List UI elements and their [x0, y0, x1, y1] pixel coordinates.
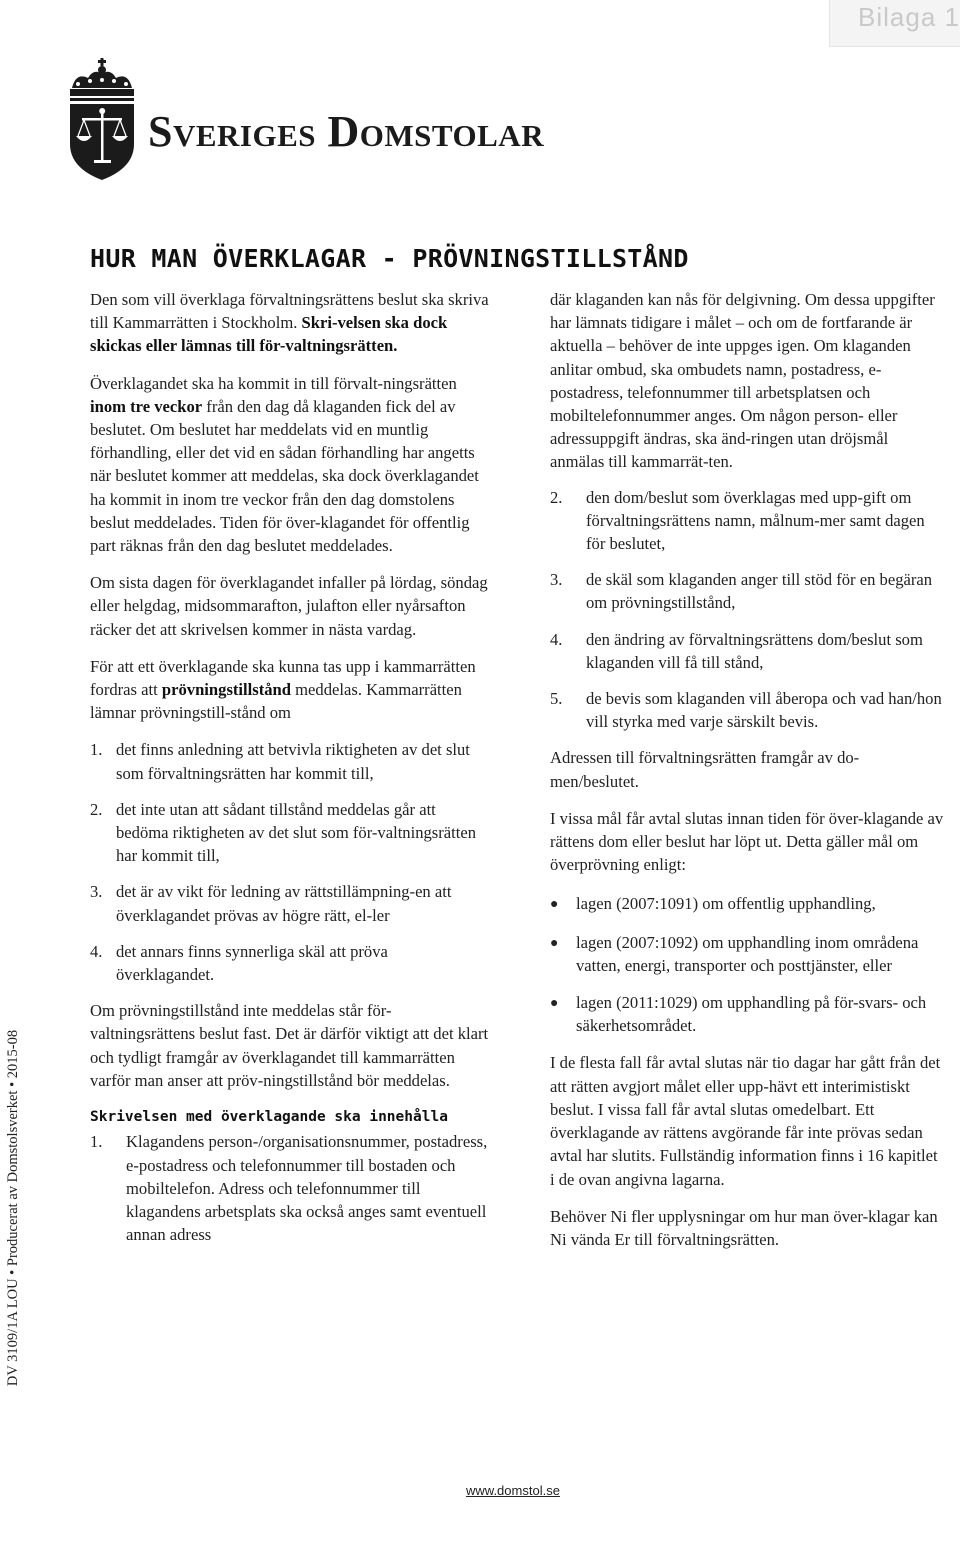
bullet-item: ● lagen (2011:1029) om upphandling på för-svars- och säkerhetsområdet.: [550, 991, 945, 1037]
list-item: 3. de skäl som klaganden anger till stöd för en begäran om prövningstillstånd,: [550, 570, 933, 613]
left-column: [90, 288, 490, 1246]
right-column: [550, 288, 945, 1265]
list-item: 3. det är av vikt för ledning av rättstillämpning-en att överklagandet prövas av högre rätt, el-ler: [90, 882, 452, 925]
section-subheading: Skrivelsen med överklagande ska innehålla: [90, 1109, 448, 1126]
paragraph-more-info: Behöver Ni fler upplysningar om hur man över-klagar kan Ni vända Er till förvaltningsrätten.: [550, 1206, 938, 1249]
logo: [62, 58, 602, 182]
page-title: HUR MAN ÖVERKLAGAR - PRÖVNINGSTILLSTÅND: [90, 244, 689, 273]
paragraph-ten-days: I de flesta fall får avtal slutas när tio dagar har gått från det att rätten avgjort målet eller upp-hävt ett interimistiskt beslut. I vissa fall får avtal slutas omedelbart. Ett överklagande av rättens avgörande får inte prövas sedan avtal har slutits. Fullständig information finns i 16 kapitlet i de ovan angivna lagarna.: [550, 1053, 941, 1189]
list-item: 2. det inte utan att sådant tillstånd meddelas går att bedöma riktigheten av det slut som för-valtningsrätten har kommit till,: [90, 799, 477, 866]
bullet-icon: ●: [550, 996, 559, 1012]
logo-wordmark: Sveriges Domstolar: [148, 107, 545, 156]
website-link[interactable]: www.domstol.se: [466, 1483, 560, 1498]
paragraph-contact-details: där klaganden kan nås för delgivning. Om dessa uppgifter har lämnats tidigare i målet – och om de fortfarande är aktuella – behöver de inte uppges igen. Om klaganden anlitar ombud, ska ombudets namn, postadress, e-postadress, telefonnummer till arbetsplatsen och mobiltelefonnummer anges. Om någon person- eller adressuppgift ändras, ska änd-ringen utan dröjsmål anmälas till kammarrät-ten.: [550, 290, 935, 472]
bullet-icon: ●: [550, 935, 559, 951]
bullet-item: ● lagen (2007:1091) om offentlig upphandling,: [550, 892, 945, 916]
bullet-icon: ●: [550, 897, 559, 913]
list-item: 4. det annars finns synnerliga skäl att pröva överklagandet.: [90, 941, 388, 985]
attachment-tab: [829, 0, 960, 47]
list-item: 5. de bevis som klaganden vill åberopa och vad han/hon vill styrka med varje särskilt bevis.: [550, 689, 942, 732]
paragraph-address: Adressen till förvaltningsrätten framgår av do-men/beslutet.: [550, 748, 860, 791]
paragraph-where-to-send: Den som vill överklaga förvaltningsrättens beslut ska skriva till Kammarrätten i Stockholm. Skri-velsen ska dock skickas eller lämnas till för-valtningsrätten.: [90, 290, 489, 356]
paragraph-deadline: Överklagandet ska ha kommit in till förvalt-ningsrätten inom tre veckor från den dag då klaganden fick del av beslutet. Om beslutet har meddelats vid en muntlig förhandling, eller det vid en sådan förhandling har angetts när beslutet kommer att meddelas, ska dock överklagandet ha kommit in inom tre veckor från den dag domstolens beslut meddelades. Tiden för över-klagandet för offentlig part räknas från den dag beslutet meddelades.: [90, 373, 479, 556]
attachment-label: Bilaga 1: [858, 2, 960, 32]
crown-scales-crest-icon: [62, 58, 142, 182]
list-item: 2. den dom/beslut som överklagas med upp-gift om förvaltningsrättens namn, målnum-mer samt dagen för beslutet,: [550, 487, 925, 554]
paragraph-weekend-rule: Om sista dagen för överklagandet infaller på lördag, söndag eller helgdag, midsommarafton, julafton eller nyårsafton räcker det att skrivelsen kommer in nästa vardag.: [90, 573, 488, 639]
list-item: 1. Klagandens person-/organisationsnummer, postadress, e-postadress och telefonnummer till bostaden och mobiltelefon. Adress och telefonnummer till klagandens arbetsplats ska också anges samt eventuell annan adress: [90, 1132, 488, 1245]
bullet-item: ● lagen (2007:1092) om upphandling inom områdena vatten, energi, transporter och posttjänster, eller: [550, 931, 945, 977]
list-item: 1. det finns anledning att betvivla riktigheten av det slut som förvaltningsrätten har kommit till,: [90, 740, 470, 783]
paragraph-leave-to-appeal: För att ett överklagande ska kunna tas upp i kammarrätten fordras att prövningstillstånd meddelas. Kammarrätten lämnar prövningstill-stånd om: [90, 656, 476, 723]
document-reference: DV 3109/1A LOU • Producerat av Domstolsverket • 2015-08: [5, 1029, 21, 1387]
paragraph-no-leave: Om prövningstillstånd inte meddelas står för-valtningsrättens beslut fast. Det är därför viktigt att det klart och tydligt framgår av överklagandet till kammarrätten varför man anser att pröv-ningstillstånd bör meddelas.: [90, 1001, 489, 1090]
paragraph-contracts: I vissa mål får avtal slutas innan tiden för över-klagande av rättens dom eller beslut har löpt ut. Detta gäller mål om överprövning enligt:: [550, 808, 944, 875]
list-item: 4. den ändring av förvaltningsrättens dom/beslut som klaganden vill få till stånd,: [550, 629, 923, 672]
